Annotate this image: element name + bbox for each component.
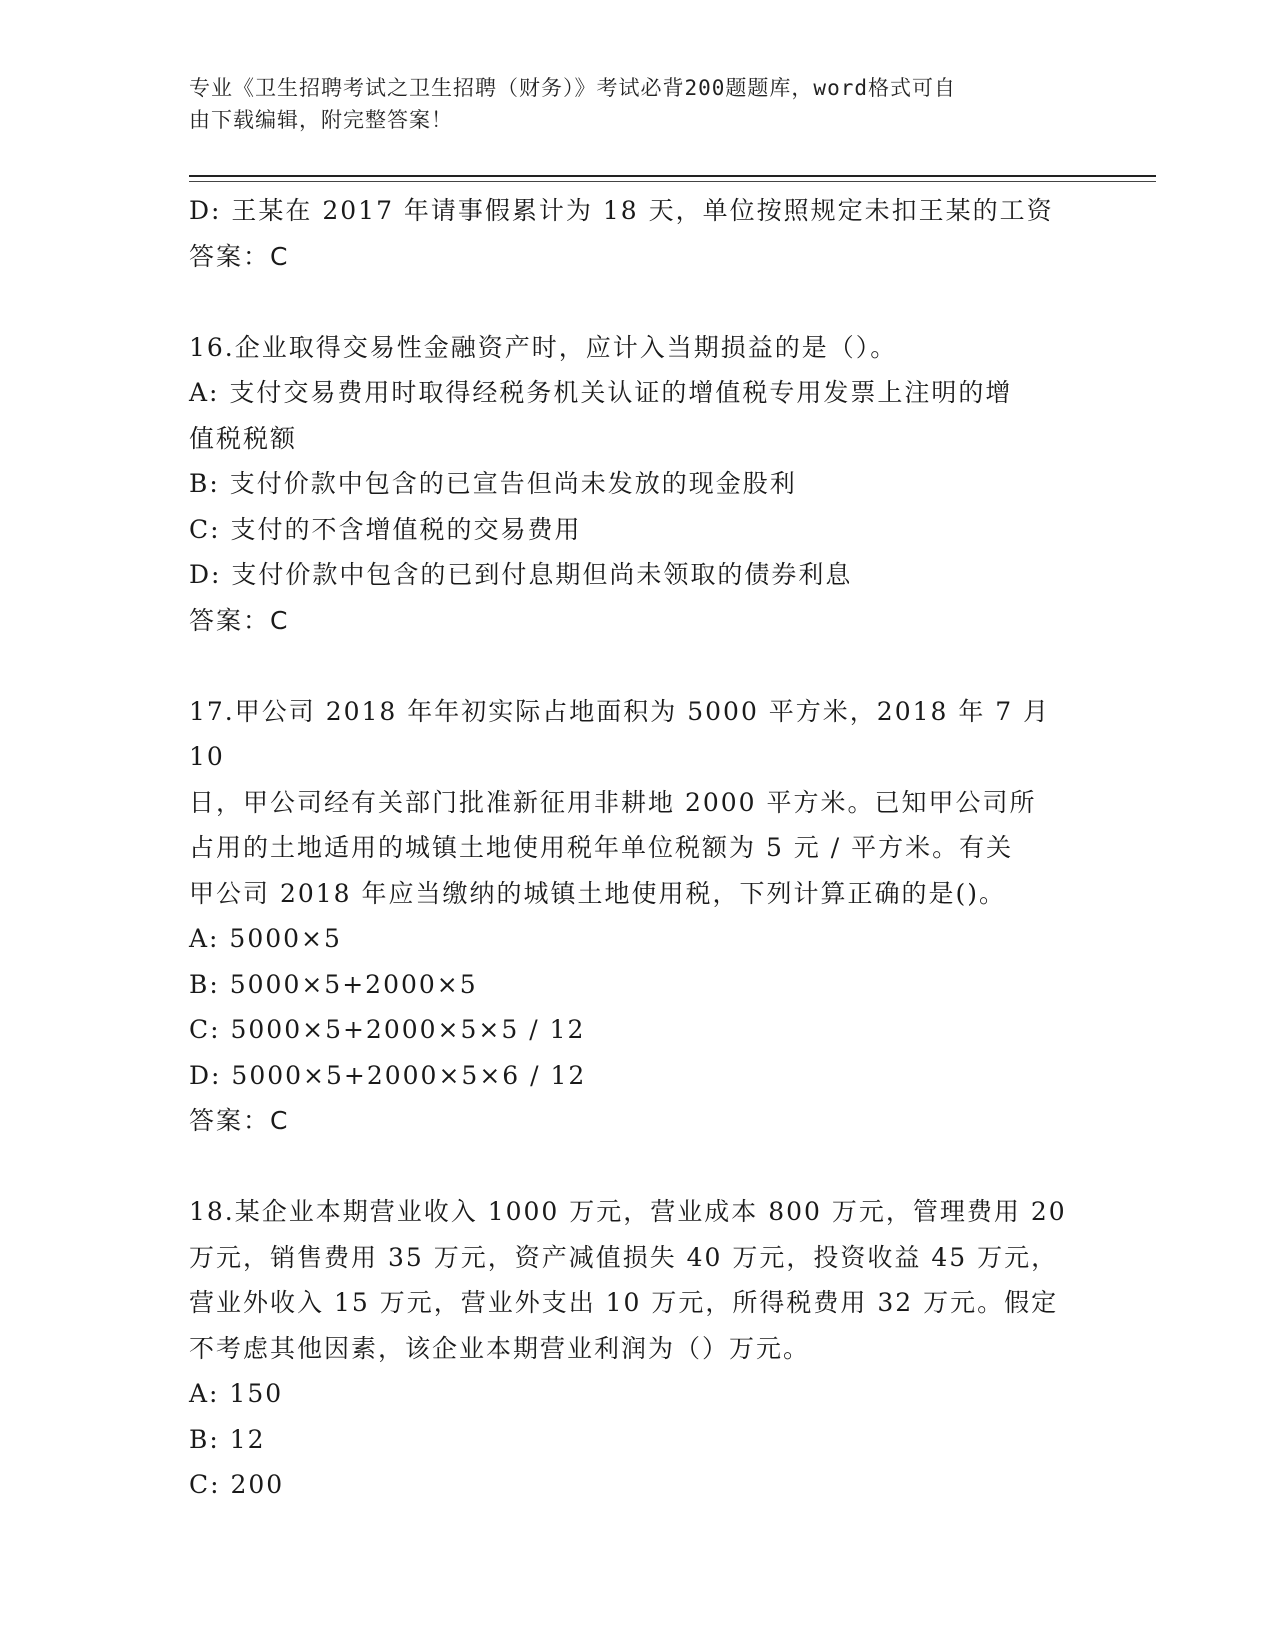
option-b: B: 支付价款中包含的已宣告但尚未发放的现金股利 [189,469,797,498]
question-stem-line-2: 日，甲公司经有关部门批准新征用非耕地 2000 平方米。已知甲公司所 [189,787,1037,817]
option-a: A: 5000×5 [189,924,342,953]
previous-question-tail [189,188,1079,279]
option-d: D: 王某在 2017 年请事假累计为 18 天，单位按照规定未扣王某的工资 [189,196,1054,225]
question-18 [189,1189,1079,1508]
question-stem-line-1: 18.某企业本期营业收入 1000 万元，营业成本 800 万元，管理费用 20 [189,1197,1067,1226]
answer-label: 答案：C [189,241,290,271]
option-b: B: 5000×5+2000×5 [189,969,478,999]
option-a: A: 支付交易费用时取得经税务机关认证的增值税专用发票上注明的增 [189,378,1013,407]
question-stem: 16.企业取得交易性金融资产时，应计入当期损益的是（）。 [189,332,898,362]
option-c: C: 200 [189,1470,285,1499]
option-a: A: 150 [189,1379,284,1408]
question-17 [189,689,1079,1144]
option-c: C: 支付的不含增值税的交易费用 [189,514,582,544]
header-line-1: 专业《卫生招聘考试之卫生招聘（财务）》考试必背200题题库，word格式可自 [189,76,956,100]
option-d: D: 5000×5+2000×5×6 / 12 [189,1060,587,1090]
question-stem-line-4: 甲公司 2018 年应当缴纳的城镇土地使用税，下列计算正确的是()。 [189,878,1007,908]
option-d: D: 支付价款中包含的已到付息期但尚未领取的债券利息 [189,560,853,589]
option-c: C: 5000×5+2000×5×5 / 12 [189,1015,586,1044]
header-line-2: 由下载编辑，附完整答案！ [189,108,453,132]
question-16 [189,325,1079,644]
answer-label: 答案：C [189,605,290,635]
question-stem-line-4: 不考虑其他因素，该企业本期营业利润为（）万元。 [189,1333,811,1363]
answer-label: 答案：C [189,1106,290,1135]
option-a-continued: 值税税额 [189,423,298,453]
spacer [189,1144,1079,1190]
spacer [189,643,1079,689]
option-b: B: 12 [189,1424,266,1454]
question-stem-line-3: 营业外收入 15 万元，营业外支出 10 万元，所得税费用 32 万元。假定 [189,1288,1059,1317]
spacer [189,279,1079,325]
document-header [189,72,1069,136]
question-stem-line-1: 17.甲公司 2018 年年初实际占地面积为 5000 平方米，2018 年 7 月 10 [189,696,1061,771]
question-stem-line-3: 占用的土地适用的城镇土地使用税年单位税额为 5 元 / 平方米。有关 [189,833,1014,862]
question-stem-line-2: 万元，销售费用 35 万元，资产减值损失 40 万元，投资收益 45 万元， [189,1242,1059,1272]
header-divider-thick [189,175,1156,177]
question-list [189,188,1079,1508]
header-divider-thin [189,181,1156,182]
